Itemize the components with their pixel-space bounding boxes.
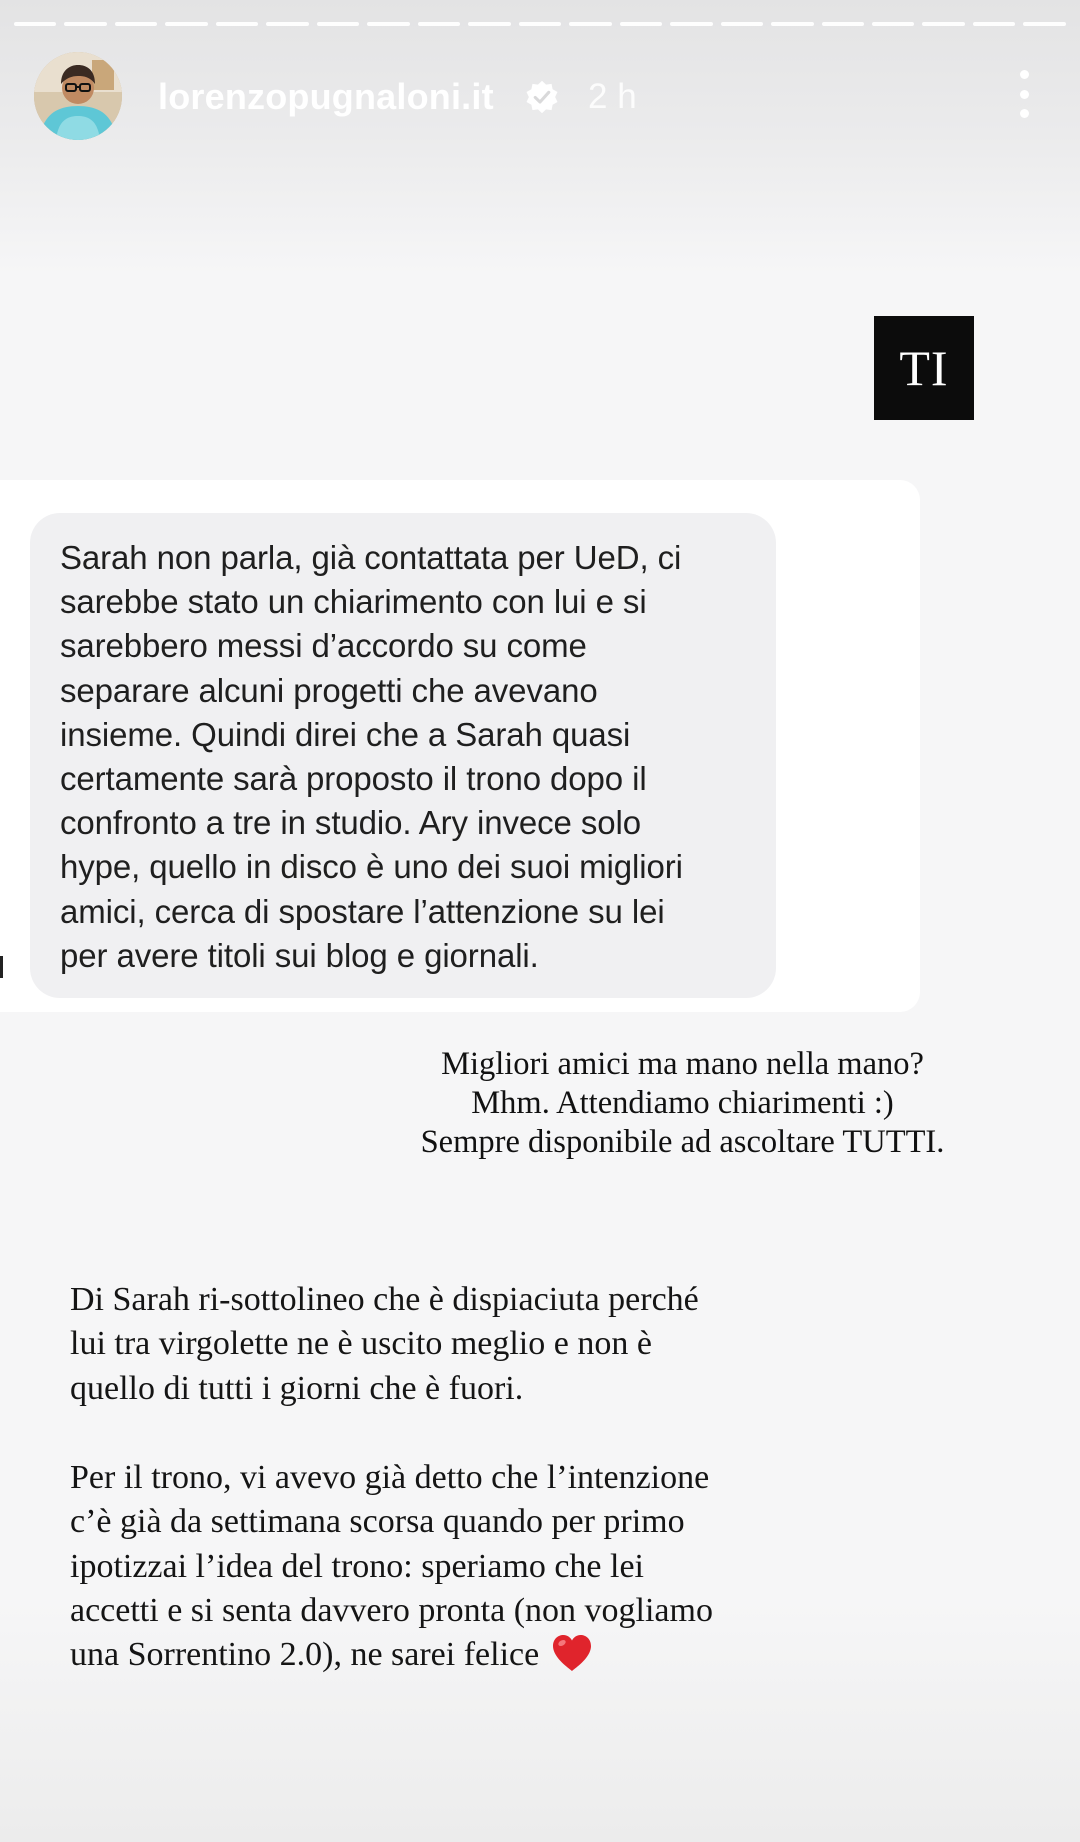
reply-text: Migliori amici ma mano nella mano? Mhm. Attendiamo chiarimenti :) Sempre disponibile ad ascoltare TUTTI. — [420, 1046, 945, 1160]
progress-segment — [721, 22, 763, 26]
progress-segment — [367, 22, 409, 26]
message-bubble: Sarah non parla, già contattata per UeD, ci sarebbe stato un chiarimento con lui e si sarebbero messi d’accordo su come separare alcuni progetti che avevano insieme. Quindi direi che a Sarah quasi certamente sarà proposto il trono dopo il confronto a tre in studio. Ary invece solo hype, quello in disco è uno dei suoi migliori amici, cerca di spostare l’attenzione su lei per avere titoli sui blog e giornali. — [30, 513, 776, 998]
progress-segment — [216, 22, 258, 26]
more-vertical-icon[interactable] — [1012, 70, 1036, 118]
story-progress-bar — [14, 22, 1066, 26]
progress-segment — [922, 22, 964, 26]
progress-segment — [822, 22, 864, 26]
progress-segment — [872, 22, 914, 26]
progress-segment — [317, 22, 359, 26]
paragraph-2 — [70, 1456, 970, 1677]
progress-segment — [468, 22, 510, 26]
progress-segment — [165, 22, 207, 26]
paragraph-2-text: Per il trono, vi avevo già detto che l’intenzione c’è già da settimana scorsa quando per primo ipotizzai l’idea del trono: speriamo che lei accetti e si senta davvero pronta (non vogliamo una Sorrentino 2.0), ne sarei felice — [70, 1459, 713, 1674]
progress-segment — [620, 22, 662, 26]
author-username[interactable]: lorenzopugnaloni.it — [158, 76, 494, 117]
progress-segment — [569, 22, 611, 26]
progress-segment — [670, 22, 712, 26]
paragraph-1: Di Sarah ri-sottolineo che è dispiaciuta perché lui tra virgolette ne è uscito meglio e non è quello di tutti i giorni che è fuori. — [70, 1281, 699, 1407]
progress-segment — [418, 22, 460, 26]
story-header — [0, 48, 1080, 148]
author-avatar[interactable] — [34, 52, 122, 140]
progress-segment — [1023, 22, 1065, 26]
progress-segment — [973, 22, 1015, 26]
progress-segment — [64, 22, 106, 26]
card-edge-mark — [0, 956, 3, 978]
verified-badge-icon — [524, 79, 560, 115]
progress-segment — [771, 22, 813, 26]
post-time: 2 h — [588, 77, 637, 116]
progress-segment — [519, 22, 561, 26]
progress-segment — [115, 22, 157, 26]
ti-logo: TI — [874, 316, 974, 420]
progress-segment — [266, 22, 308, 26]
progress-segment — [14, 22, 56, 26]
red-heart-icon — [550, 1633, 594, 1673]
